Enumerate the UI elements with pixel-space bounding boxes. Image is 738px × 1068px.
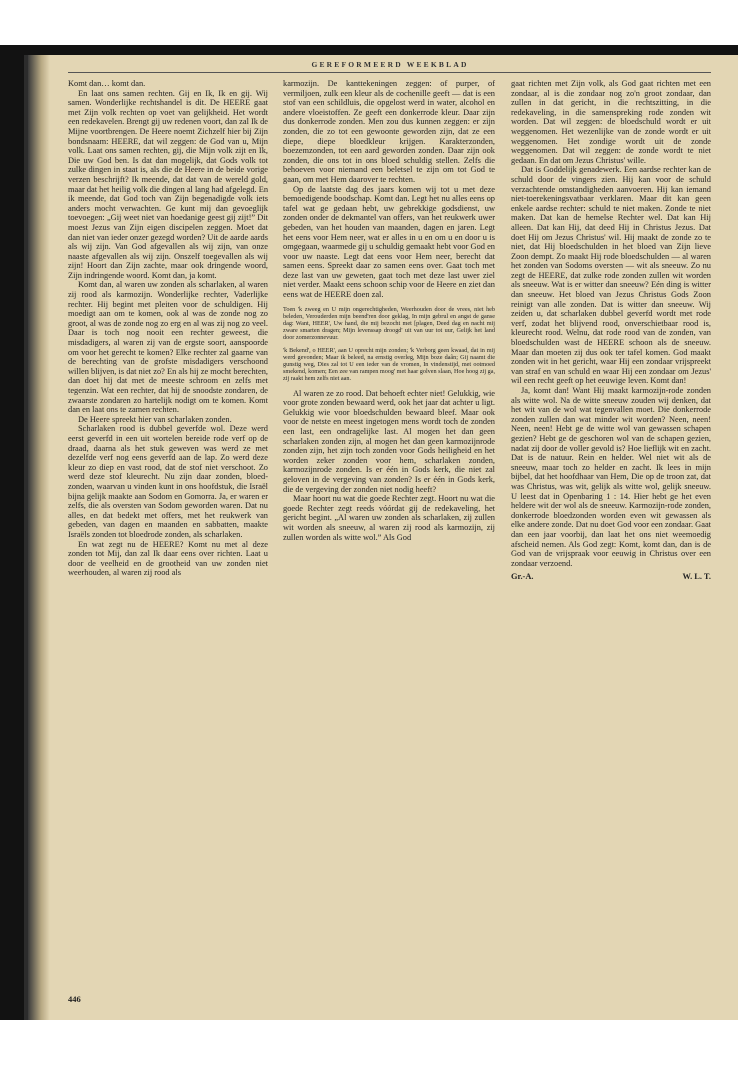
- signature-initials: W. L. T.: [682, 572, 711, 582]
- signature-place: Gr.-A.: [511, 572, 534, 582]
- psalm-verse: [283, 306, 495, 383]
- paragraph: Dat is Goddelijk genadewerk. Een aardse rechter kan de schuld door de vingers zien. Hij kan voor de schuld verzachtende omstandigheden aanvoeren. Hij kan iemand niet-toerekeningsvatbaar verklaren. Maar dit kan geen enkele aardse rechter: schuld te niet maken. Zonde te niet maken. Dat kan de hemelse Rechter wel. Dat kan Hij alleen. Dat kan Hij, dat deed Hij in Christus Jezus. Dat doet Hij om Jezus Christus' wil. Hij maakt de zonde zo te niet, dat Hij bloedschulden in het bloed van Zijn lieve Zoon dempt. Zo maakt Hij rode bloedschulden — al waren het zonden van Sodoms oversten — wit als sneeuw. Zo nu zegt de HEERE, dat zulke rode zonden zullen wit worden als sneeuw. Wat is er witter dan sneeuw? Eén ding is witter dan sneeuw. Het bloed van Jezus Christus Gods Zoon reinigt van alle zonden. Dat is witter dan sneeuw. Wij zeiden u, dat scharlaken dubbel geverfd wordt met rode verf, zodat het blijvend rood, onverschietbaar rood is, kleurecht rood. Welnu, dat rode rood van de zonden, van bloedschulden wast de HEERE schoon als de sneeuw. Maar dan moeten zij dus ook ter tafel komen. God maakt zonden wit in het gericht, waar Hij een zondaar vrijspreekt van straf en van schuld en waar Hij een zondaar om Jezus' wil een recht geeft op het eeuwige leven. Komt dan!: [511, 165, 711, 386]
- paragraph: Ja, komt dan! Want Hij maakt karmozijn-rode zonden als witte wol. Na de witte sneeuw zouden wij denken, dat het wit van de wol wat tegenvallen moet. Die donkerrode zonden zullen dan wat minder wit worden? Neen, neen! Neen, neen! Hebt ge de witte wol van gewassen schapen gezien? Hebt ge de geschoren wol van de schapen gezien, nadat zij door de voller gevold is? Hoe lieflijk wit en zacht. Dat is de natuur. Rein en helder. Wel niet wit als de sneeuw, maar toch zo helder en zacht. Ik lees in mijn bijbel, dat het hoofdhaar van Hem, Die op de troon zat, dat was Christus, was wit, gelijk als witte wol, gelijk sneeuw. U leest dat in Openbaring 1 : 14. Hier hebt ge het even heldere wit der wol als de sneeuw. Karmozijn-rode zonden, donkerrode bloedzonden worden even wit gewassen als elke andere zonde. Dat nu doet God voor een zondaar. Gaat dan een jaar voorbij, dan laat het ons niet weemoedig afscheid nemen. Als God zegt: Komt, komt dan, dan is de God van de vrijspraak voor eeuwig in Christus over een zondaar verzoend.: [511, 386, 711, 568]
- page-gutter: [28, 55, 50, 1020]
- column-3: [511, 79, 711, 582]
- paragraph: karmozijn. De kanttekeningen zeggen: of purper, of vermiljoen, zulk een kleur als de cochenille geeft — dat is een stof van een schildluis, die opgelost werd in water, alcohol en andere vloeistoffen. Ze geeft een donkerrode kleur. Daar zijn dus donkerrode zonden. Men zou dus kunnen zeggen: er zijn zonden, die zo tot een gewoonte geworden zijn, dat ze een diepe, diepe bloedkleur krijgen. Karakterzonden, boezemzonden, tot een aard geworden zonden. Daar zijn ook zonden, die ons tot in ons bloed schuldig stellen. Zelfs die behoeven voor niemand een beletsel te zijn om tot God te gaan, om met Hem daarover te rechten.: [283, 79, 495, 184]
- page-number: 446: [68, 994, 81, 1004]
- verse-stanza: Toen 'k zweeg en U mijn ongerechtigheden, Weerhouden door de vrees, niet heb beleden, Verouderden mijn beend'ren door geklag, In mijn gebrul en angst de ganse dag: Want, HEER', Uw hand, die mij bezocht met [plagen, Deed dag en nacht mij zware smarten dragen; Mijn levenssap droogd' uit van uur tot uur, Gelijk het land door zomerzonnevuur.: [283, 305, 495, 342]
- paragraph: De Heere spreekt hier van scharlaken zonden.: [78, 414, 232, 424]
- paragraph: gaat richten met Zijn volk, als God gaat richten met een zondaar, al is die zondaar nog zo'n groot zondaar, dan zullen in dat gericht, in die rechtszitting, in die redekaveling, in die samenspreking rode zonden wit worden. Dat wil zeggen: de bloedschuld wordt er uit weggenomen. Het wezenlijke van de zonde wordt er uit weggenomen. Het zondige wordt uit de zonde weggenomen. Dat wil zeggen: de zonde wordt te niet gedaan. En dat om Jezus Christus' wille.: [511, 79, 711, 165]
- paragraph: En laat ons samen rechten. Gij en Ik, Ik en gij. Wij samen. Wonderlijke rechtshandel is dit. De HEERE gaat met Zijn volk rechten op voet van gelijkheid. Het wordt een redekavelen. Brengt gij uw redenen voort, dan zal Ik de Mijne voortbrengen. De Heere noemt Zichzelf hier bij Zijn bondsnaam: HEERE, dat wil zeggen: de God van u, Mijn volk. Laat ons samen rechten, gij, die Mijn volk zijt en Ik, Die uw God ben. Is dat dan mogelijk, dat Gods volk tot zulke dingen in staat is, als die de Heere in de beide vorige verzen beschrijft? Ik meende, dat dat van de wereld gold, maar dat het heilig volk die dingen al lang had afgelegd. En ik meende, dat God toch van Zijn begenadigde volk iets anders mocht verwachten. Ge kunt mij dan gevoeglijk toevoegen: „Gij weet niet van hoedanige geest gij zijt!” Dit moest Jezus van Zijn eigen discipelen zeggen. Moet dat dan niet van ieder onzer gezegd worden? Uit de aarde aards als wij zijn. Van God afgevallen als wij zijn, van onze naaste afgevallen als wij zijn. Onszelf toegevallen als wij zijn! Hoort dan Zijn zachte, maar ook dringende woord, Zijn indringende woord. Komt dan, ja komt.: [68, 88, 269, 280]
- author-signature: [511, 572, 711, 582]
- paragraph: Komt dan… komt dan.: [68, 79, 146, 88]
- running-header: GEREFORMEERD WEEKBLAD: [311, 60, 469, 69]
- paragraph: Komt dan, al waren uw zonden als scharlaken, al waren zij rood als karmozijn. Wonderlijke rechter, Vaderlijke rechter. Hij begint met pleiten voor de schuldigen. Hij moedigt aan om te komen, ook al was de zonde nog zo groot, al was de zonde nog zo erg en al was zij nog zo veel. Daar is toch nog nooit een rechter geweest, die misdadigers, al waren zij van de ergste soort, aanspoorde om voor het gerecht te komen? Elke rechter zal gaarne van de berechting van de grofste misdadigers verschoond willen blijven, is dat niet zo? En als hij ze mocht berechten, dan doet hij dat met de meeste schroom en zelfs met tegenzin. Wat een rechter, dat hij de snoodste zondaren, de zwaarste zondaren zo hartelijk nodigt om te komen. Komt dan en laat ons te zamen rechten.: [68, 280, 268, 415]
- paragraph: Al waren ze zo rood. Dat behoeft echter niet! Gelukkig, wie voor grote zonden bewaard werd, ook het jaar dat achter u ligt. Gelukkig wie voor bloedschulden bewaard bleef. Maar ook voor de netste en meest ingetogen mens wordt toch de zonden een last, een ondragelijke last. Al mogen het dan geen scharlaken zonden zijn, al mogen het dan geen karmozijnrode zonden zijn, het zijn toch zonden voor Gods heiligheid en het worden zeker zonden voor hem, scharlaken zonden, karmozijnrode zonden. Is er één in Gods kerk, die niet zal geloven in de vergeving van zonden? Is er één in Gods kerk, die de vergeving der zonden niet nodig heeft?: [283, 388, 495, 494]
- column-2: [283, 79, 495, 542]
- verse-stanza: 'k Bekend', o HEER', aan U oprecht mijn zonden; 'k Verborg geen kwaad, dat in mij werd gevonden; Maar ik beleed, na ernstig overleg, Mijn boze daân; Gij naamt die gunstig weg, Dies zal tot U een ieder van de vromen, In vindenstijd, met ootmoed smekend, komen; Een zee van rampen moog' met haar golven slaan, Hoe hoog zij ga, zij raakt hem zelfs niet aan.: [283, 346, 495, 383]
- paragraph: Scharlaken rood is dubbel geverfde wol. Deze werd eerst geverfd in een uit wortelen bereide rode verf op de draad, daarna als het stuk geweven was werd ze met dezelfde verf nog eens geverfd aan de lap. Zo werd deze kleur zo diep en vast rood, dat de stof niet verschoot. Zo werd deze stof kleurecht. Nu zijn daar zonden, bloed-zonden, waarvan u vinden kunt in ons hoofdstuk, die Israël bijna gelijk maakte aan Sodom en Gomorra. Ja, er waren er zelfs, die als oversten van Sodom geworden waren. Dat nu alles, en dat bedekt met offers, met het reukwerk van gebeden, van dagen en maanden en sabbatten, maakte Israëls zonden tot bloedrode zonden, als scharlaken.: [68, 424, 268, 539]
- column-1: [68, 79, 268, 578]
- paragraph: Maar hoort nu wat die goede Rechter zegt. Hoort nu wat die goede Rechter zegt reeds vóórdat gij de redekaveling, het gericht begint. „Al waren uw zonden als scharlaken, zij zullen wit worden als sneeuw, al waren zij rood als karmozijn, zij zullen worden als witte wol.” Als God: [283, 494, 495, 542]
- paragraph: En wat zegt nu de HEERE? Komt nu met al deze zonden tot Mij, dan zal Ik daar eens over richten. Laat u door de veelheid en de grootheid van uw zonden niet weerhouden, al waren zij rood als: [68, 539, 268, 578]
- paragraph: Op de laatste dag des jaars komen wij tot u met deze bemoedigende boodschap. Komt dan. Legt het nu alles eens op tafel wat ge gedaan hebt, uw gebrekkige godsdienst, uw zonden onder de dekmantel van offers, van het reukwerk uwer gebeden, van het houden van maanden, dagen en jaren. Legt het eens voor Hem neer, wat er alles in u en om u en door u is omgegaan, waarmede gij u schuldig gemaakt hebt voor God en voor uw naaste. Legt dat eens voor Hem neer, berecht dat samen eens. Spreekt daar zo samen eens over. Gaat toch met deze last van uw geweten, gaat toch met deze last uwer ziel niet verder. Maakt eens schoon schip voor de Heere en ziet dan eens wat de HEERE doen zal.: [283, 184, 495, 300]
- header-rule: [68, 72, 711, 73]
